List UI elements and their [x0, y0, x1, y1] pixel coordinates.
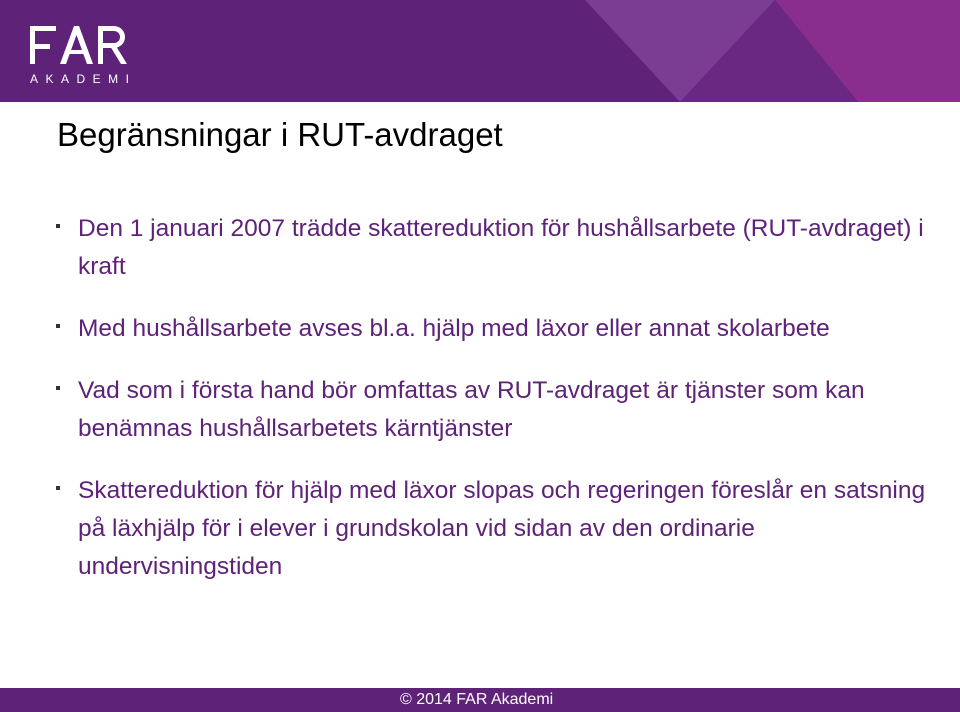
bullet-dot-icon	[56, 224, 60, 228]
bullet-item	[52, 472, 932, 586]
far-logo	[30, 22, 130, 68]
bullet-item	[52, 372, 932, 448]
bullet-dot-icon	[56, 486, 60, 490]
bullet-list	[52, 210, 932, 610]
bullet-item	[52, 310, 932, 348]
header-banner	[0, 0, 960, 102]
logo-subtitle: AKADEMI	[30, 72, 137, 86]
footer-bar	[0, 688, 960, 712]
bullet-text: Med hushållsarbete avses bl.a. hjälp med läxor eller annat skolarbete	[78, 315, 830, 342]
bullet-dot-icon	[56, 386, 60, 390]
header-decoration	[0, 0, 960, 102]
bullet-text: Den 1 januari 2007 trädde skattereduktion för hushållsarbete (RUT-avdraget) i kraft	[78, 215, 924, 280]
slide-title: Begränsningar i RUT-avdraget	[57, 116, 503, 153]
bullet-item	[52, 210, 932, 286]
bullet-text: Skattereduktion för hjälp med läxor slopas och regeringen föreslår en satsning på läxhjälp för i elever i grundskolan vid sidan av den ordinarie undervisningstiden	[78, 477, 926, 580]
bullet-text: Vad som i första hand bör omfattas av RUT-avdraget är tjänster som kan benämnas hushållsarbetets kärntjänster	[78, 377, 865, 442]
copyright-text: © 2014 FAR Akademi	[400, 691, 554, 708]
bullet-dot-icon	[56, 324, 60, 328]
